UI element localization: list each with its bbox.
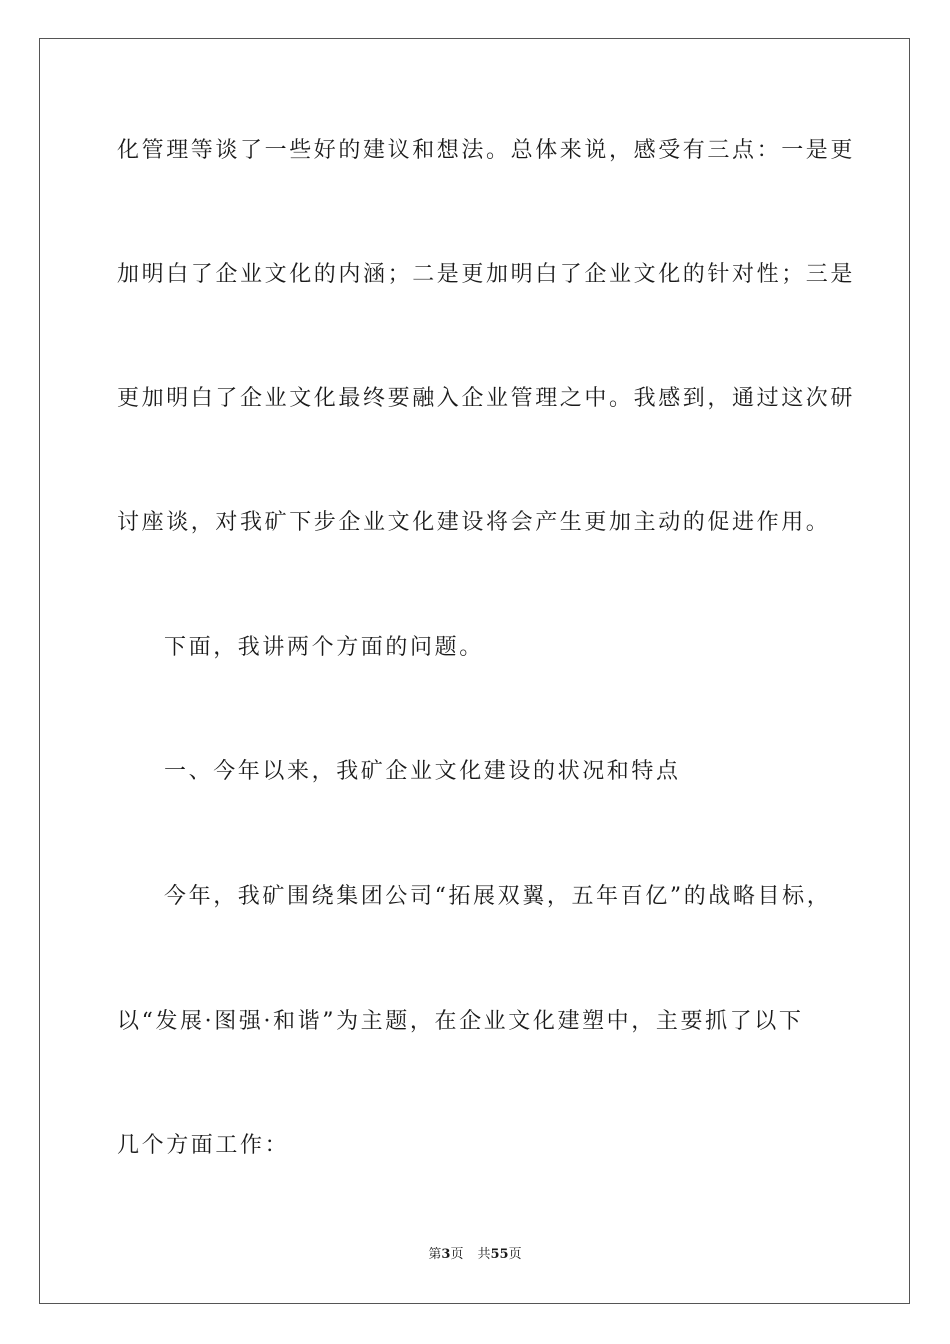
total-suffix: 页 [508,1247,522,1262]
page-number: 3 [441,1247,451,1262]
page-prefix: 第 [428,1247,442,1262]
total-pages: 55 [490,1247,509,1262]
body-text-line: 以“发展·图强·和谐”为主题，在企业文化建塑中，主要抓了以下 [117,1009,804,1034]
section-heading: 一、今年以来，我矿企业文化建设的状况和特点 [164,759,681,784]
total-prefix: 共 [477,1247,491,1262]
body-text-line: 今年，我矿围绕集团公司“拓展双翼，五年百亿”的战略目标， [164,884,832,909]
page-suffix: 页 [450,1247,464,1262]
body-text-line: 更加明白了企业文化最终要融入企业管理之中。我感到，通过这次研 [117,386,856,411]
paragraph-intro: 下面，我讲两个方面的问题。 [164,635,484,660]
page-footer [0,1246,950,1264]
page-border [39,38,910,1304]
body-text-line: 化管理等谈了一些好的建议和想法。总体来说，感受有三点：一是更 [117,138,856,163]
body-text-line: 讨座谈，对我矿下步企业文化建设将会产生更加主动的促进作用。 [117,510,831,535]
body-text-line: 几个方面工作： [117,1133,290,1158]
body-text-line: 加明白了企业文化的内涵；二是更加明白了企业文化的针对性；三是 [117,262,856,287]
